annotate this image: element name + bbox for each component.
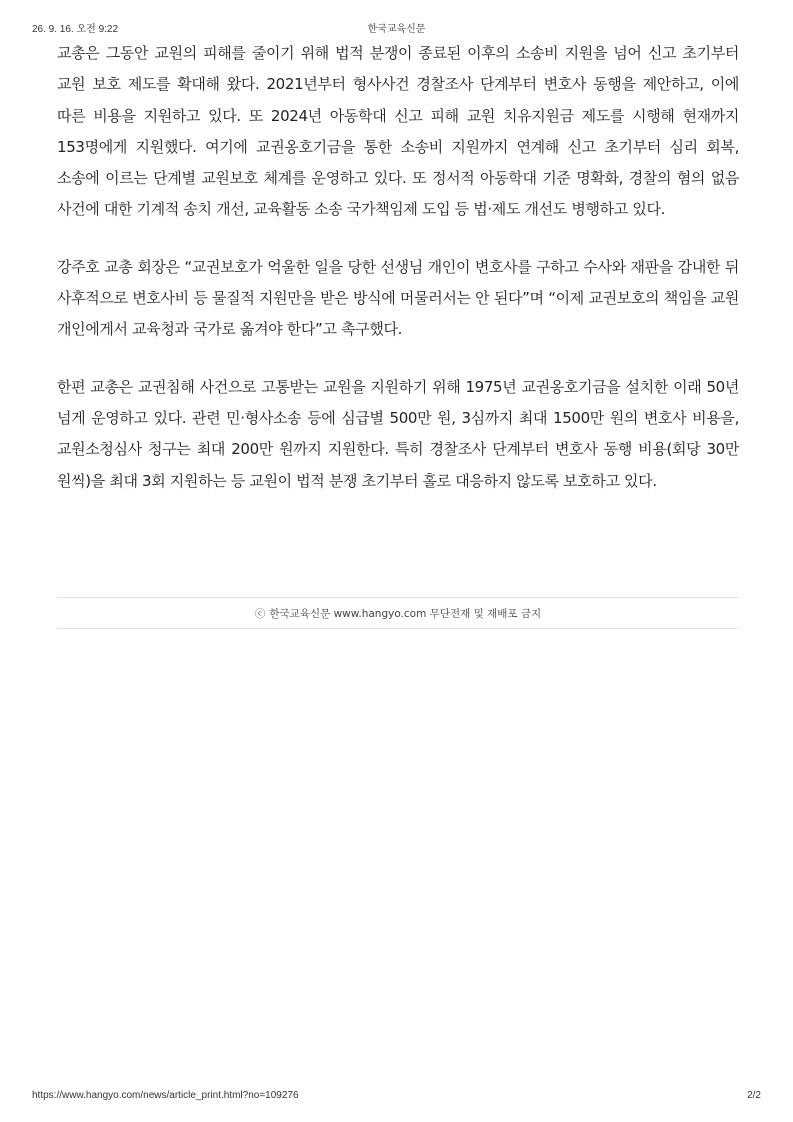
article-paragraph: 교총은 그동안 교원의 피해를 줄이기 위해 법적 분쟁이 종료된 이후의 소송비 지원을 넘어 신고 초기부터 교원 보호 제도를 확대해 왔다. 2021년부터 형사사건 경찰조사 단계부터 변호사 동행을 제안하고, 이에 따른 비용을 지원하고 있다. 또 2024년 아동학대 신고 피해 교원 치유지원금 제도를 시행해 현재까지 153명에게 지원했다. 여기에 교권옹호기금을 통한 소송비 지원까지 연계해 신고 초기부터 심리 회복, 소송에 이르는 단계별 교원보호 체계를 운영하고 있다. 또 정서적 아동학대 기준 명확화, 경찰의 혐의 없음 사건에 대한 기계적 송치 개선, 교육활동 소송 국가책임제 도입 등 법·제도 개선도 병행하고 있다.	[57, 44, 739, 219]
page-number: 2/2	[747, 1090, 761, 1101]
article-paragraph: 강주호 교총 회장은 “교권보호가 억울한 일을 당한 선생님 개인이 변호사를 구하고 수사와 재판을 감내한 뒤 사후적으로 변호사비 등 물질적 지원만을 받은 방식에 머물러서는 안 된다”며 “이제 교권보호의 책임을 교원 개인에게서 교육청과 국가로 옮겨야 한다”고 촉구했다.	[57, 257, 739, 339]
print-datetime: 26. 9. 16. 오전 9:22	[32, 24, 119, 35]
print-footer	[32, 1090, 761, 1104]
copyright-notice	[57, 597, 739, 629]
copyright-text: 한국교육신문 www.hangyo.com 무단전재 및 재배포 금지	[269, 607, 542, 620]
article-paragraph: 한편 교총은 교권침해 사건으로 고통받는 교원을 지원하기 위해 1975년 교권옹호기금을 설치한 이래 50년 넘게 운영하고 있다. 관련 민·형사소송 등에 심급별 500만 원, 3심까지 최대 1500만 원의 변호사 비용을, 교원소청심사 청구는 최대 200만 원까지 지원한다. 특히 경찰조사 단계부터 변호사 동행 비용(회당 30만 원씩)을 최대 3회 지원하는 등 교원이 법적 분쟁 초기부터 홀로 대응하지 않도록 보호하고 있다.	[57, 377, 739, 490]
print-header	[32, 20, 761, 34]
print-site-name: 한국교육신문	[367, 24, 426, 35]
copyright-icon: ⓒ	[254, 607, 266, 620]
print-url[interactable]: https://www.hangyo.com/news/article_print.html?no=109276	[32, 1090, 299, 1101]
article-body	[57, 38, 739, 523]
